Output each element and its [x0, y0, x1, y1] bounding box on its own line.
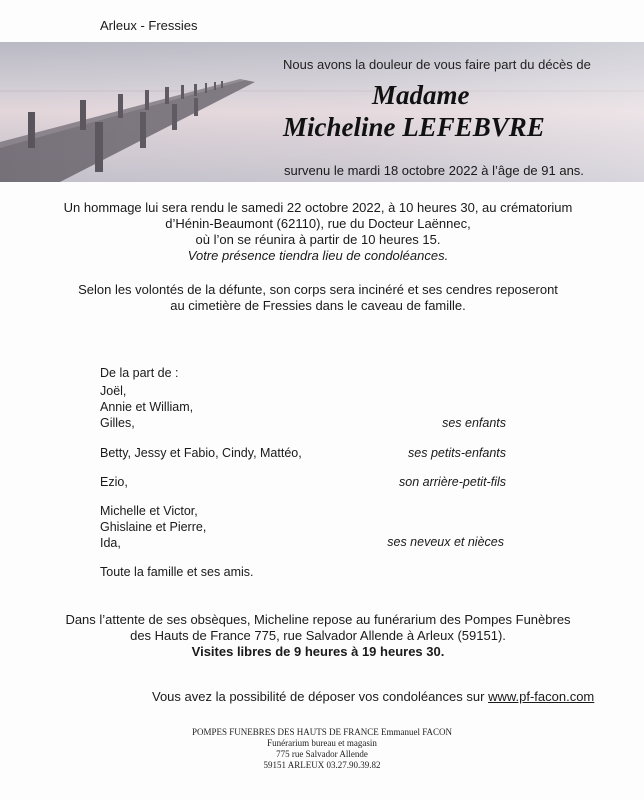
family-all: Toute la famille et ses amis.: [100, 565, 254, 579]
wishes-block: [0, 282, 644, 314]
relation-label: ses petits-enfants: [408, 446, 506, 460]
date-of-death: survenu le mardi 18 octobre 2022 à l’âge de 91 ans.: [284, 163, 584, 178]
family-member: Gilles,: [100, 416, 135, 430]
family-member: Ghislaine et Pierre,: [100, 520, 207, 534]
family-member: Michelle et Victor,: [100, 504, 198, 518]
family-member: Joël,: [100, 384, 127, 398]
announcement-text: Nous avons la douleur de vous faire part du décès de: [283, 57, 591, 72]
ceremony-line: où l’on se réunira à partir de 10 heures 15.: [195, 232, 441, 247]
children-list: [100, 383, 193, 431]
honorific: Madame: [372, 80, 470, 110]
funeral-line: des Hauts de France 775, rue Salvador Allende à Arleux (59151).: [130, 628, 506, 643]
relation-label: ses neveux et nièces: [387, 535, 504, 549]
family-intro: De la part de :: [100, 366, 179, 380]
footer-line: POMPES FUNEBRES DES HAUTS DE FRANCE Emmanuel FACON: [191, 727, 453, 737]
condolences-line: [152, 689, 594, 704]
ceremony-note: Votre présence tiendra lieu de condoléances.: [187, 248, 449, 263]
funeral-home-block: [0, 612, 644, 660]
deceased-name: Micheline LEFEBVRE: [283, 112, 545, 142]
location-heading: Arleux - Fressies: [100, 18, 198, 33]
ceremony-line: Un hommage lui sera rendu le samedi 22 octobre 2022, à 10 heures 30, au crématorium: [63, 200, 573, 215]
grandchildren-list: Betty, Jessy et Fabio, Cindy, Mattéo,: [100, 446, 302, 460]
great-grandchild: Ezio,: [100, 475, 128, 489]
footer-line: 775 rue Salvador Allende: [276, 749, 368, 759]
condolences-link[interactable]: www.pf-facon.com: [488, 689, 595, 704]
funeral-line: Dans l’attente de ses obsèques, Micheline repose au funérarium des Pompes Funèbres: [65, 612, 571, 627]
relation-label: ses enfants: [442, 416, 506, 430]
condolences-text: Vous avez la possibilité de déposer vos condoléances sur: [152, 689, 485, 704]
footer-line: Funérarium bureau et magasin: [267, 738, 377, 748]
ceremony-block: [0, 200, 644, 264]
ceremony-line: d’Hénin-Beaumont (62110), rue du Docteur Laënnec,: [165, 216, 471, 231]
footer-line: 59151 ARLEUX 03.27.90.39.82: [263, 760, 381, 770]
footer-block: [0, 727, 644, 771]
wishes-line: au cimetière de Fressies dans le caveau de famille.: [170, 298, 466, 313]
family-member: Ida,: [100, 536, 121, 550]
visiting-hours: Visites libres de 9 heures à 19 heures 30.: [191, 644, 445, 659]
family-member: Annie et William,: [100, 400, 194, 414]
wishes-line: Selon les volontés de la défunte, son corps sera incinéré et ses cendres reposeront: [78, 282, 558, 297]
relation-label: son arrière-petit-fils: [399, 475, 506, 489]
nephews-list: [100, 503, 206, 551]
